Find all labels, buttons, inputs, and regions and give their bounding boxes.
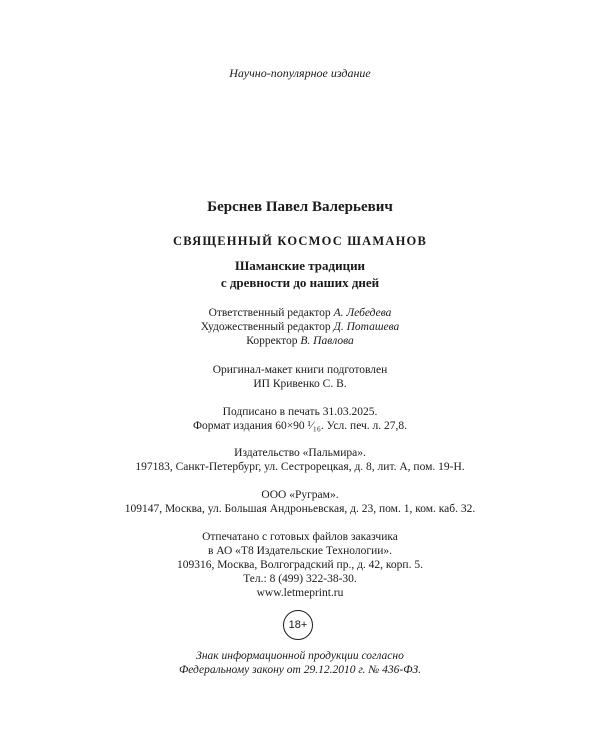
credit-art-editor [0, 320, 600, 334]
printer-phone: Тел.: 8 (499) 322-38-30. [243, 573, 357, 585]
publisher-address: 197183, Санкт-Петербург, ул. Сестрорецкая, д. 8, лит. А, пом. 19-Н. [135, 461, 465, 473]
credit-editor-name: А. Лебедева [333, 307, 392, 319]
credit-editor-role: Ответственный редактор [208, 307, 334, 319]
book-title: СВЯЩЕННЫЙ КОСМОС ШАМАНОВ [172, 234, 428, 248]
author-name: Берснев Павел Валерьевич [207, 199, 393, 215]
layout-line-1: Оригинал-макет книги подготовлен [212, 364, 388, 376]
printer-line-2: в АО «Т8 Издательские Технологии». [207, 545, 393, 557]
subtitle-line-1: Шаманские традиции [234, 258, 366, 273]
publisher-name: Издательство «Пальмира». [234, 447, 366, 459]
credit-proofreader-role: Корректор [246, 335, 301, 347]
printer-line-3: 109316, Москва, Волгоградский пр., д. 42, корп. 5. [177, 559, 423, 571]
age-rating-label: 18+ [288, 619, 308, 631]
print-format: Формат издания 60×90 ¹⁄₁₆. Усл. печ. л. 27,8. [192, 420, 408, 432]
printer-website: www.letmeprint.ru [256, 587, 344, 599]
credit-art-editor-name: Д. Поташева [333, 321, 400, 333]
layout-line-2: ИП Кривенко С. В. [253, 378, 347, 390]
printer-line-1: Отпечатано с готовых файлов заказчика [202, 531, 398, 543]
credit-editor [0, 306, 600, 320]
distributor-address: 109147, Москва, ул. Большая Андроньевская, д. 23, пом. 1, ком. каб. 32. [124, 503, 476, 515]
credit-proofreader-name: В. Павлова [300, 335, 354, 347]
distributor-name: ООО «Руграм». [261, 489, 339, 501]
genre-label: Научно-популярное издание [229, 66, 371, 80]
age-notice-line-1: Знак информационной продукции согласно [196, 650, 404, 662]
credit-proofreader [0, 334, 600, 348]
age-notice-line-2: Федеральному закону от 29.12.2010 г. № 436-ФЗ. [178, 664, 422, 676]
credit-art-editor-role: Художественный редактор [200, 321, 334, 333]
subtitle-line-2: с древности до наших дней [220, 275, 380, 290]
print-signed: Подписано в печать 31.03.2025. [222, 406, 378, 418]
age-rating-badge [283, 610, 313, 640]
